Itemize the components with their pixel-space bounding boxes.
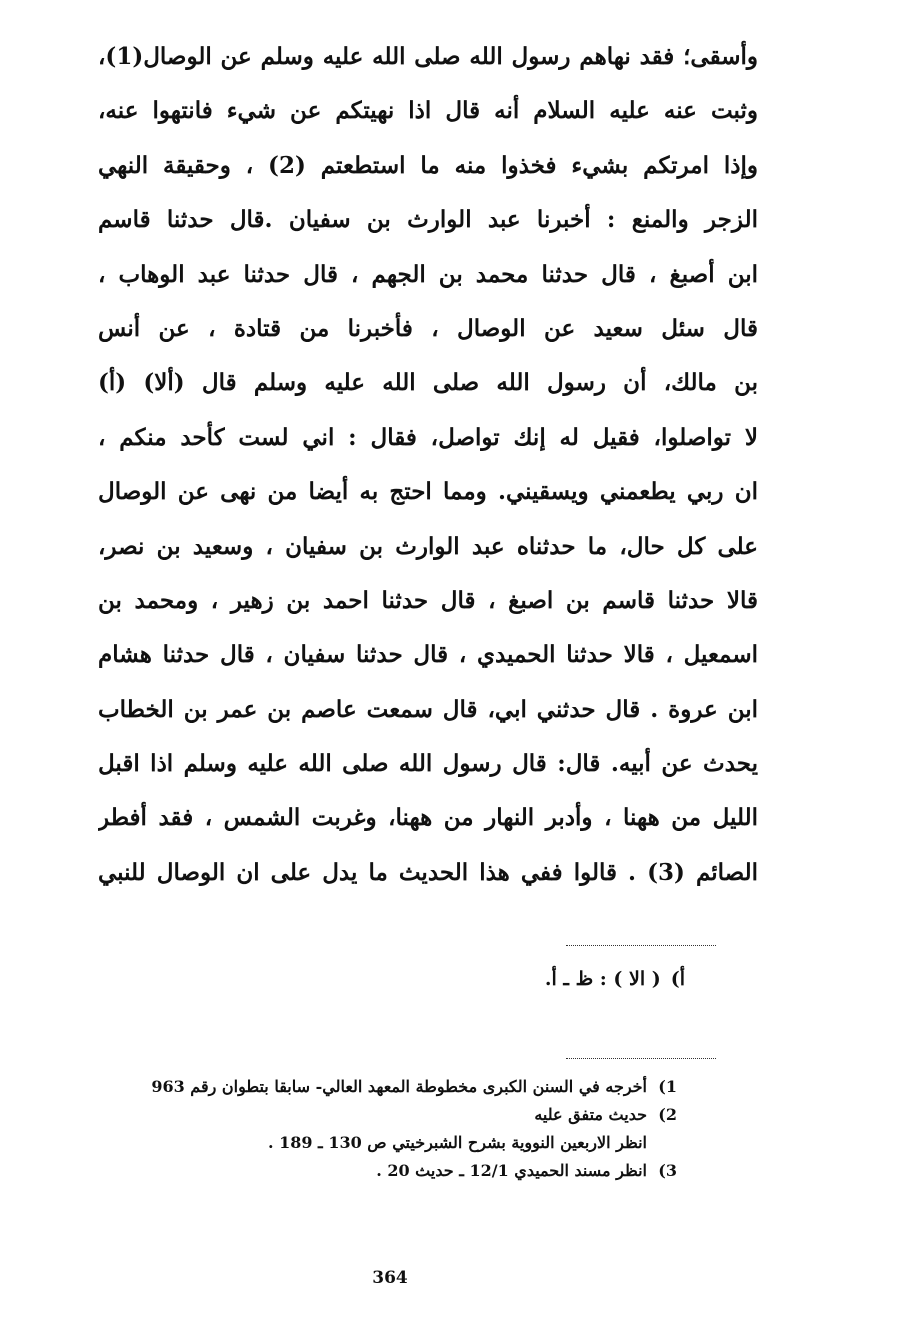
footnote-number: 2) (658, 1105, 677, 1124)
text-line: ابن أصبغ ، قال حدثنا محمد بن الجهم ، قال حدثنا عبد الوهاب ، (98, 260, 758, 288)
footnote (77, 1157, 677, 1185)
main-text (98, 30, 758, 900)
text-line: لا تواصلوا، فقيل له إنك تواصل، فقال : اني لست كأحد منكم ، (98, 423, 758, 451)
text-line: الزجر والمنع : أخبرنا عبد الوارث بن سفيان .قال حدثنا قاسم (98, 206, 758, 234)
text-line: وأسقى؛ فقد نهاهم رسول الله صلى الله عليه وسلم عن الوصال(1)، (98, 43, 758, 70)
text-line: ان ربي يطعمني ويسقيني. ومما احتج به أيضا من نهى عن الوصال (98, 478, 758, 506)
footnote (77, 1101, 677, 1129)
text-line: وثبت عنه عليه السلام أنه قال اذا نهيتكم عن شيء فانتهوا عنه، (98, 97, 758, 125)
text-line: ابن عروة . قال حدثني ابي، قال سمعت عاصم بن عمر بن الخطاب (98, 695, 758, 723)
text-line: قال سئل سعيد عن الوصال ، فأخبرنا من قتادة ، عن أنس (98, 314, 758, 342)
footnote-text: انظر الاربعين النووية بشرح الشبرخيتي ص 130 ـ 189 . (267, 1133, 647, 1152)
text-line: قالا حدثنا قاسم بن اصبغ ، قال حدثنا احمد بن زهير ، ومحمد بن (98, 586, 758, 614)
text-line: يحدث عن أبيه. قال: قال رسول الله صلى الله عليه وسلم اذا اقبل (98, 750, 758, 778)
text-line: وإذا امرتكم بشيء فخذوا منه ما استطعتم (2) ، وحقيقة النهي (98, 151, 758, 179)
text-line: اسمعيل ، قالا حدثنا الحميدي ، قال حدثنا سفيان ، قال حدثنا هشام (98, 641, 758, 669)
variant-separator (566, 945, 716, 946)
footnote-text: أخرجه في السنن الكبرى مخطوطة المعهد العالي- سابقا بتطوان رقم 963 (151, 1077, 647, 1096)
footnote-separator (566, 1058, 716, 1059)
page-number: 364 (372, 1268, 408, 1288)
variant-note-text: ( الا ) : ظ ـ أ. (544, 968, 661, 990)
footnote-text: انظر مسند الحميدي 12/1 ـ حديث 20 . (376, 1161, 647, 1180)
footnote (77, 1073, 677, 1101)
footnote-number: 3) (658, 1161, 677, 1180)
footnote-text: حديث متفق عليه (534, 1105, 647, 1124)
footnotes (77, 1073, 677, 1185)
variant-note (545, 968, 685, 990)
text-line: على كل حال، ما حدثناه عبد الوارث بن سفيان ، وسعيد بن نصر، (98, 532, 758, 560)
footnote-number: 1) (658, 1077, 677, 1096)
footnote-continuation (77, 1129, 677, 1157)
variant-note-number: أ) (670, 968, 685, 990)
text-line: الليل من ههنا ، وأدبر النهار من ههنا، وغربت الشمس ، فقد أفطر (98, 804, 758, 832)
text-line: بن مالك، أن رسول الله صلى الله عليه وسلم قال (ألا) (أ) (98, 369, 758, 397)
text-line: الصائم (3) . قالوا ففي هذا الحديث ما يدل على ان الوصال للنبي (98, 858, 758, 886)
